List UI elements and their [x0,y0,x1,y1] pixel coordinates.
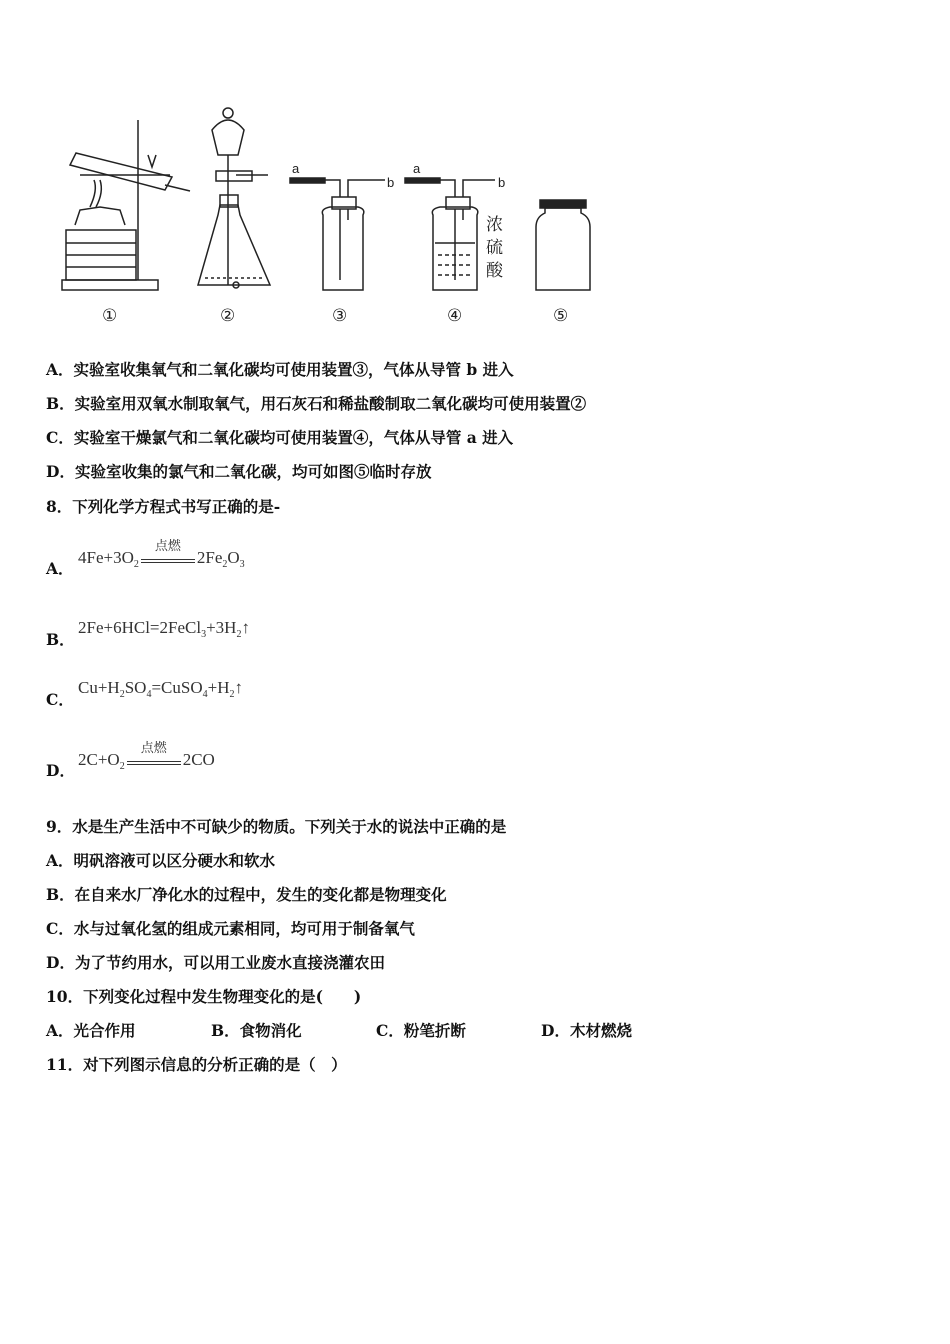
apparatus-3-gas-bottle [290,178,385,290]
option-letter: A． [46,1021,74,1040]
tube-label-b-4: b [498,175,506,190]
equation-c: $Cu+H_2SO_4=CuSO_4+H_2↑$ [78,678,243,700]
acid-label-1: 浓 [486,215,503,235]
equation-a: $4Fe+3O_2$ 点燃 $2Fe_2O_3$ [78,538,245,570]
option-text: 实验室用双氧水制取氧气，用石灰石和稀盐酸制取二氧化碳均可使用装置② [74,394,587,413]
option-letter: C． [46,919,74,938]
apparatus-number-1: ① [102,306,118,326]
q10-option-c[interactable] [376,1021,466,1041]
tube-label-a-3: a [292,161,300,176]
option-letter: D． [46,761,75,780]
option-letter: D． [46,462,75,481]
option-text: 食物消化 [239,1021,302,1040]
q9-option-c[interactable] [46,919,415,939]
q8-stem: 8．下列化学方程式书写正确的是- [46,497,281,516]
apparatus-number-3: ③ [332,306,348,326]
apparatus-4-drying-bottle [405,178,495,290]
q7-option-d[interactable] [46,462,431,482]
apparatus-1-heating-stand [62,120,190,290]
q10-stem: 10．下列变化过程中发生物理变化的是( ) [46,987,362,1006]
apparatus-number-5: ⑤ [553,306,569,326]
option-text: 明矾溶液可以区分硬水和软水 [73,851,276,870]
option-text: 粉笔折断 [403,1021,466,1040]
option-text: 为了节约用水，可以用工业废水直接浇灌农田 [74,953,385,972]
option-text: 实验室收集的氯气和二氧化碳，均可如图⑤临时存放 [74,462,432,481]
q9-option-a[interactable] [46,851,275,871]
option-letter: B． [211,1021,240,1040]
option-text: 光合作用 [73,1021,136,1040]
equation-b: $2Fe+6HCl=2FeCl_3+3H_2↑$ [78,618,250,640]
option-letter: D． [541,1021,570,1040]
option-letter: C． [376,1021,404,1040]
option-text: 实验室收集氧气和二氧化碳均可使用装置③，气体从导管 b 进入 [73,360,514,379]
q10-option-b[interactable] [211,1021,302,1041]
q7-option-a[interactable] [46,360,514,380]
tube-label-b-3: b [387,175,395,190]
apparatus-2-conical-flask [198,108,270,288]
apparatus-number-2: ② [220,306,236,326]
option-letter: A． [46,360,74,379]
q9-stem: 9．水是生产生活中不可缺少的物质。下列关于水的说法中正确的是 [46,817,507,836]
q7-option-c[interactable] [46,428,513,448]
option-text: 水与过氧化氢的组成元素相同，均可用于制备氧气 [73,919,415,938]
q10-option-d[interactable] [541,1021,632,1041]
tube-label-a-4: a [413,161,421,176]
q7-option-b[interactable] [46,394,586,414]
apparatus-5-gas-jar [536,200,590,290]
option-letter: C． [46,690,74,709]
option-letter: D． [46,953,75,972]
option-text: 在自来水厂净化水的过程中，发生的变化都是物理变化 [74,885,447,904]
q11-stem: 11．对下列图示信息的分析正确的是（ ） [46,1055,347,1074]
equation-d: $2C+O_2$ 点燃 2CO [78,740,215,772]
option-letter: B． [46,630,75,649]
q10-option-a[interactable] [46,1021,136,1041]
acid-label-2: 硫 [486,238,503,258]
condition-ignite: 点燃 [127,751,181,771]
option-letter: B． [46,394,75,413]
acid-label-3: 酸 [486,261,503,281]
condition-ignite: 点燃 [141,549,195,569]
q9-option-d[interactable] [46,953,385,973]
q9-option-b[interactable] [46,885,447,905]
apparatus-number-4: ④ [447,306,463,326]
option-text: 实验室干燥氯气和二氧化碳均可使用装置④，气体从导管 a 进入 [73,428,514,447]
option-letter: A． [46,559,74,578]
apparatus-figure [40,95,640,330]
option-letter: B． [46,885,75,904]
option-letter: A． [46,851,74,870]
option-letter: C． [46,428,74,447]
option-text: 木材燃烧 [569,1021,632,1040]
